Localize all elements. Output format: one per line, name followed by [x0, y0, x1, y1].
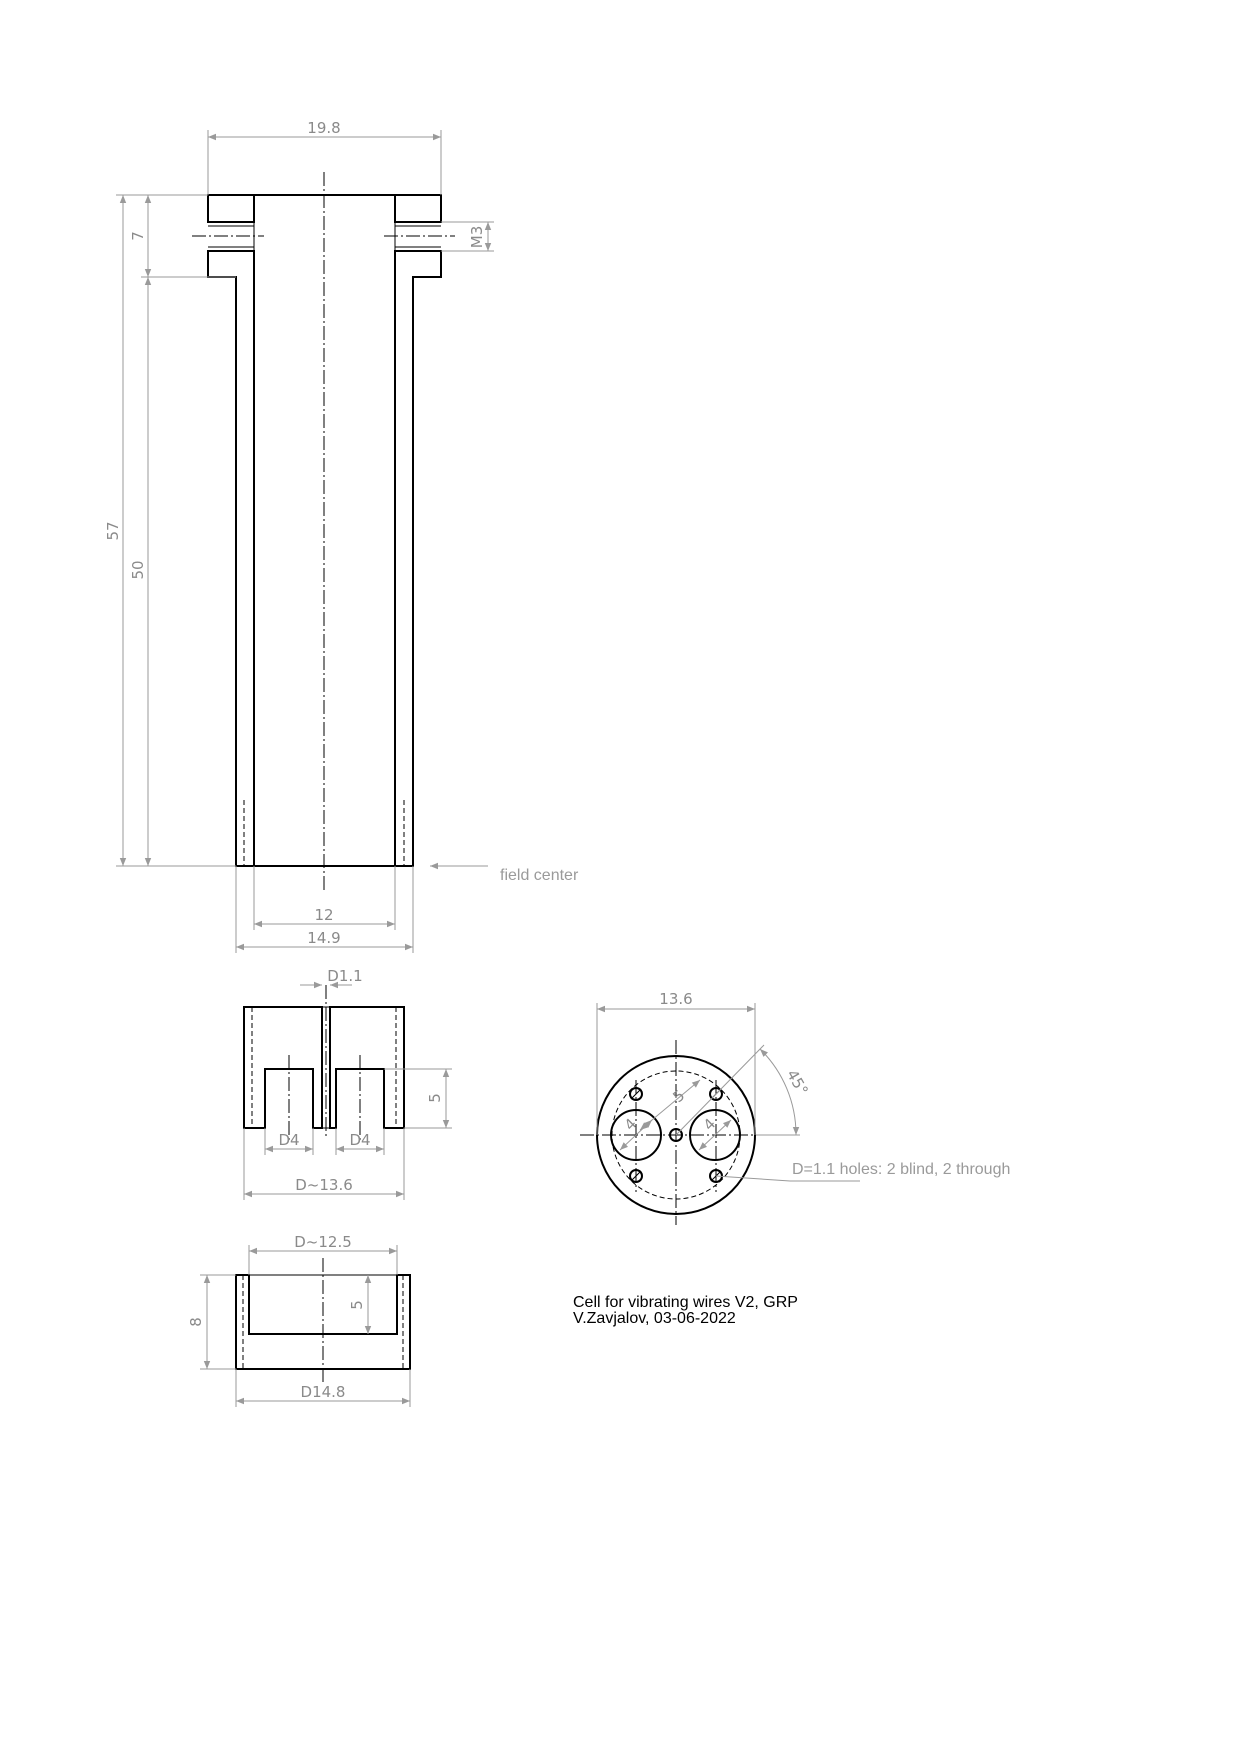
- dim-top-view-width-label: 13.6: [659, 990, 693, 1008]
- title-block: [573, 1294, 798, 1327]
- dim-thread-label: M3: [468, 225, 486, 249]
- field-center-label: field center: [500, 867, 579, 884]
- dim-top-view-spacing-c-label: 4: [699, 1114, 720, 1135]
- dim-tube-height-total: [104, 195, 236, 866]
- dim-cup-inner-label: D~12.5: [294, 1233, 352, 1251]
- dim-inner-diameter: [254, 866, 395, 930]
- dim-flange-height: [129, 195, 148, 277]
- dim-plug-diameter: [244, 1128, 404, 1200]
- dim-plug-hole-left: [265, 1128, 313, 1155]
- dim-plug-depth: [384, 1069, 452, 1128]
- dim-cup-depth: [348, 1275, 368, 1334]
- dim-top-view-spacing-a-label: 5: [669, 1086, 689, 1107]
- plug-section-view: [244, 967, 452, 1200]
- dim-tube-height-main-label: 50: [129, 560, 147, 580]
- dim-plug-hole-right: [336, 1128, 384, 1155]
- wall-right: [395, 251, 441, 866]
- tube-section-view: [104, 119, 579, 953]
- flange-left-top: [208, 195, 254, 222]
- wall-left: [208, 251, 254, 866]
- dim-top-view-angle-label: 45°: [782, 1066, 812, 1099]
- holes-note: [716, 1161, 1010, 1181]
- cup-section-view: [187, 1233, 410, 1407]
- flange-right-top: [395, 195, 441, 222]
- dim-top-view-spacing-b-label: 4: [620, 1114, 641, 1135]
- dim-cup-height-label: 8: [187, 1317, 205, 1327]
- dim-small-hole: [300, 967, 363, 985]
- dim-tube-height-main: [129, 277, 236, 866]
- plug-right-body: [330, 1007, 404, 1128]
- drawing-title: Cell for vibrating wires V2, GRP: [573, 1294, 798, 1311]
- plug-top-view: [580, 990, 1010, 1225]
- dim-plug-hole-left-label: D4: [278, 1131, 300, 1149]
- drawing-author-date: V.Zavjalov, 03-06-2022: [573, 1310, 736, 1327]
- dim-thread: [441, 222, 494, 251]
- plug-left-body: [244, 1007, 322, 1128]
- dim-inner-diameter-label: 12: [314, 906, 334, 924]
- dim-small-hole-label: D1.1: [327, 967, 363, 985]
- dim-tube-height-total-label: 57: [104, 521, 122, 541]
- dim-outer-diameter-label: 14.9: [307, 929, 341, 947]
- dim-plug-depth-label: 5: [426, 1093, 444, 1103]
- dim-cup-height: [187, 1275, 236, 1369]
- field-center-marker: [430, 866, 579, 884]
- dim-cup-depth-label: 5: [348, 1300, 366, 1310]
- dim-plug-diameter-label: D~13.6: [295, 1176, 353, 1194]
- dim-plug-hole-right-label: D4: [349, 1131, 371, 1149]
- holes-note-label: D=1.1 holes: 2 blind, 2 through: [792, 1161, 1011, 1178]
- dim-cup-outer-label: D14.8: [300, 1383, 346, 1401]
- dim-flange-height-label: 7: [129, 231, 147, 241]
- dim-tube-width-label: 19.8: [307, 119, 341, 137]
